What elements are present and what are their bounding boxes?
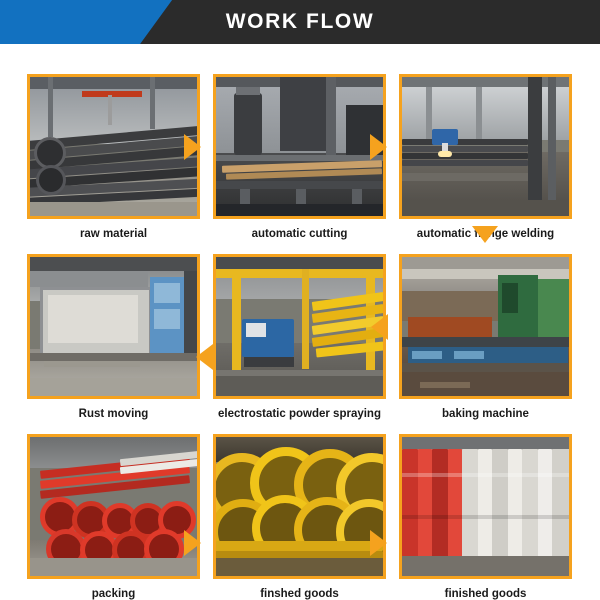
- step-photo-raw-material: [27, 74, 200, 219]
- step-card-flange-welding[interactable]: [399, 74, 572, 240]
- photo-scene: [402, 257, 569, 396]
- step-caption: packing: [91, 588, 136, 600]
- arrow-packing-to-finished: [184, 530, 201, 556]
- arrow-baking-to-spraying: [371, 314, 388, 340]
- arrow-welding-to-baking: [472, 226, 498, 243]
- step-caption: automatic flange welding: [416, 228, 555, 240]
- step-photo-powder-spraying: [213, 254, 386, 399]
- step-card-powder-spraying[interactable]: [213, 254, 386, 420]
- photo-scene: [216, 77, 383, 216]
- step-card-packing[interactable]: [27, 434, 200, 600]
- step-photo-rust-moving: [27, 254, 200, 399]
- arrow-cutting-to-welding: [370, 134, 387, 160]
- step-caption: finshed goods: [260, 588, 339, 600]
- step-caption: baking machine: [442, 408, 529, 420]
- step-card-raw-material[interactable]: [27, 74, 200, 240]
- photo-scene: [30, 77, 197, 216]
- workflow-grid: [0, 48, 600, 600]
- step-card-rust-moving[interactable]: [27, 254, 200, 420]
- step-caption: electrostatic powder spraying: [218, 408, 381, 420]
- photo-scene: [30, 257, 197, 396]
- step-photo-packing: [27, 434, 200, 579]
- step-card-baking-machine[interactable]: [399, 254, 572, 420]
- step-card-finished-goods-yellow[interactable]: [213, 434, 386, 600]
- step-caption: automatic cutting: [251, 228, 348, 240]
- step-photo-finished-goods-yellow: [213, 434, 386, 579]
- step-caption: Rust moving: [78, 408, 149, 420]
- step-card-automatic-cutting[interactable]: [213, 74, 386, 240]
- photo-scene: [30, 437, 197, 576]
- step-card-finished-goods-wrapped[interactable]: [399, 434, 572, 600]
- step-photo-finished-goods-wrapped: [399, 434, 572, 579]
- arrow-raw-to-cutting: [184, 134, 201, 160]
- arrow-spraying-to-rust: [196, 344, 213, 370]
- photo-scene: [216, 257, 383, 396]
- photo-scene: [402, 77, 569, 216]
- step-caption: finished goods: [444, 588, 527, 600]
- step-photo-automatic-cutting: [213, 74, 386, 219]
- photo-scene: [216, 437, 383, 576]
- page-title: WORK FLOW: [225, 10, 375, 33]
- step-photo-flange-welding: [399, 74, 572, 219]
- step-photo-baking-machine: [399, 254, 572, 399]
- step-caption: raw material: [79, 228, 148, 240]
- page-header: [0, 0, 600, 48]
- photo-scene: [402, 437, 569, 576]
- arrow-finished-to-finished: [370, 530, 387, 556]
